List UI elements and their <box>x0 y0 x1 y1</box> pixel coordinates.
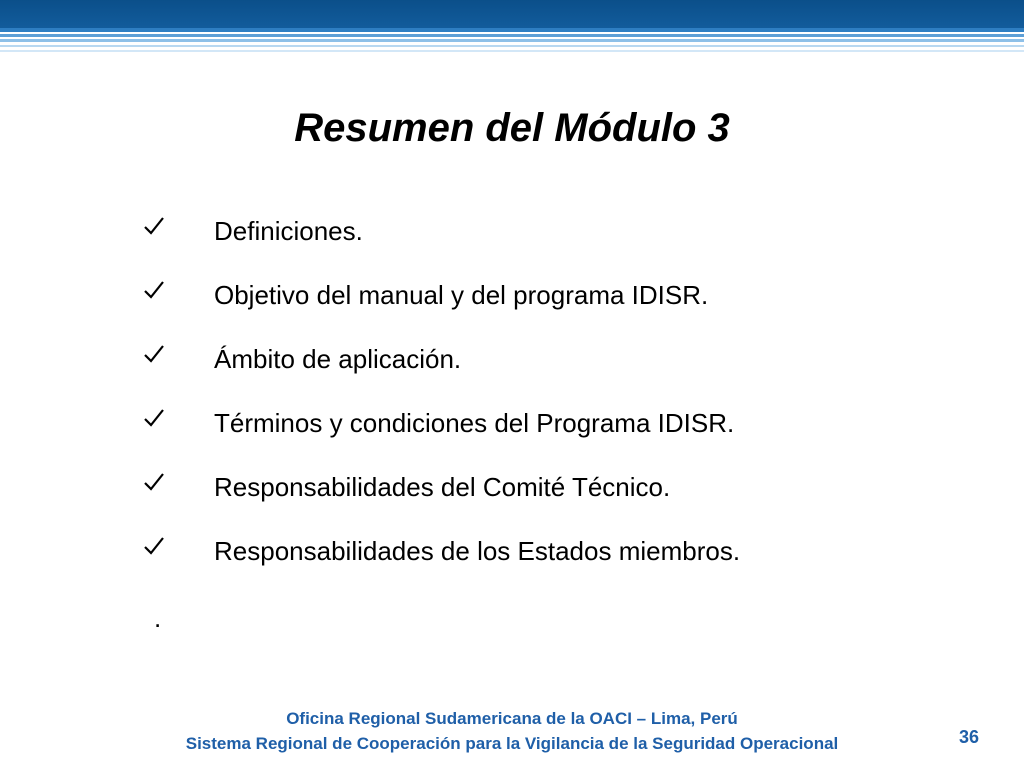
footer-line-organization: Oficina Regional Sudamericana de la OACI – Lima, Perú <box>286 709 738 728</box>
list-item <box>143 341 963 405</box>
bullet-text: Definiciones. <box>214 216 363 246</box>
header-stripe <box>0 50 1024 52</box>
bullet-text: Términos y condiciones del Programa IDISR. <box>214 408 735 438</box>
list-item <box>143 277 963 341</box>
header-band <box>0 0 1024 28</box>
list-item <box>143 213 963 277</box>
bullet-text: Ámbito de aplicación. <box>214 344 462 374</box>
slide-title: Resumen del Módulo 3 <box>294 106 730 150</box>
list-item <box>143 405 963 469</box>
bullet-list <box>143 213 963 597</box>
checkmark-icon <box>143 279 165 301</box>
list-item <box>143 533 963 597</box>
footer <box>100 706 924 756</box>
bullet-text: Responsabilidades del Comité Técnico. <box>214 472 671 502</box>
footer-line-system: Sistema Regional de Cooperación para la Vigilancia de la Seguridad Operacional <box>185 734 839 753</box>
bullet-text: Objetivo del manual y del programa IDISR. <box>214 280 709 310</box>
bullet-text: Responsabilidades de los Estados miembros. <box>214 536 741 566</box>
checkmark-icon <box>143 471 165 493</box>
checkmark-icon <box>143 215 165 237</box>
checkmark-icon <box>143 407 165 429</box>
page-number: 36 <box>958 727 980 747</box>
checkmark-icon <box>143 343 165 365</box>
trailing-mark: . <box>154 603 162 633</box>
list-item <box>143 469 963 533</box>
checkmark-icon <box>143 535 165 557</box>
